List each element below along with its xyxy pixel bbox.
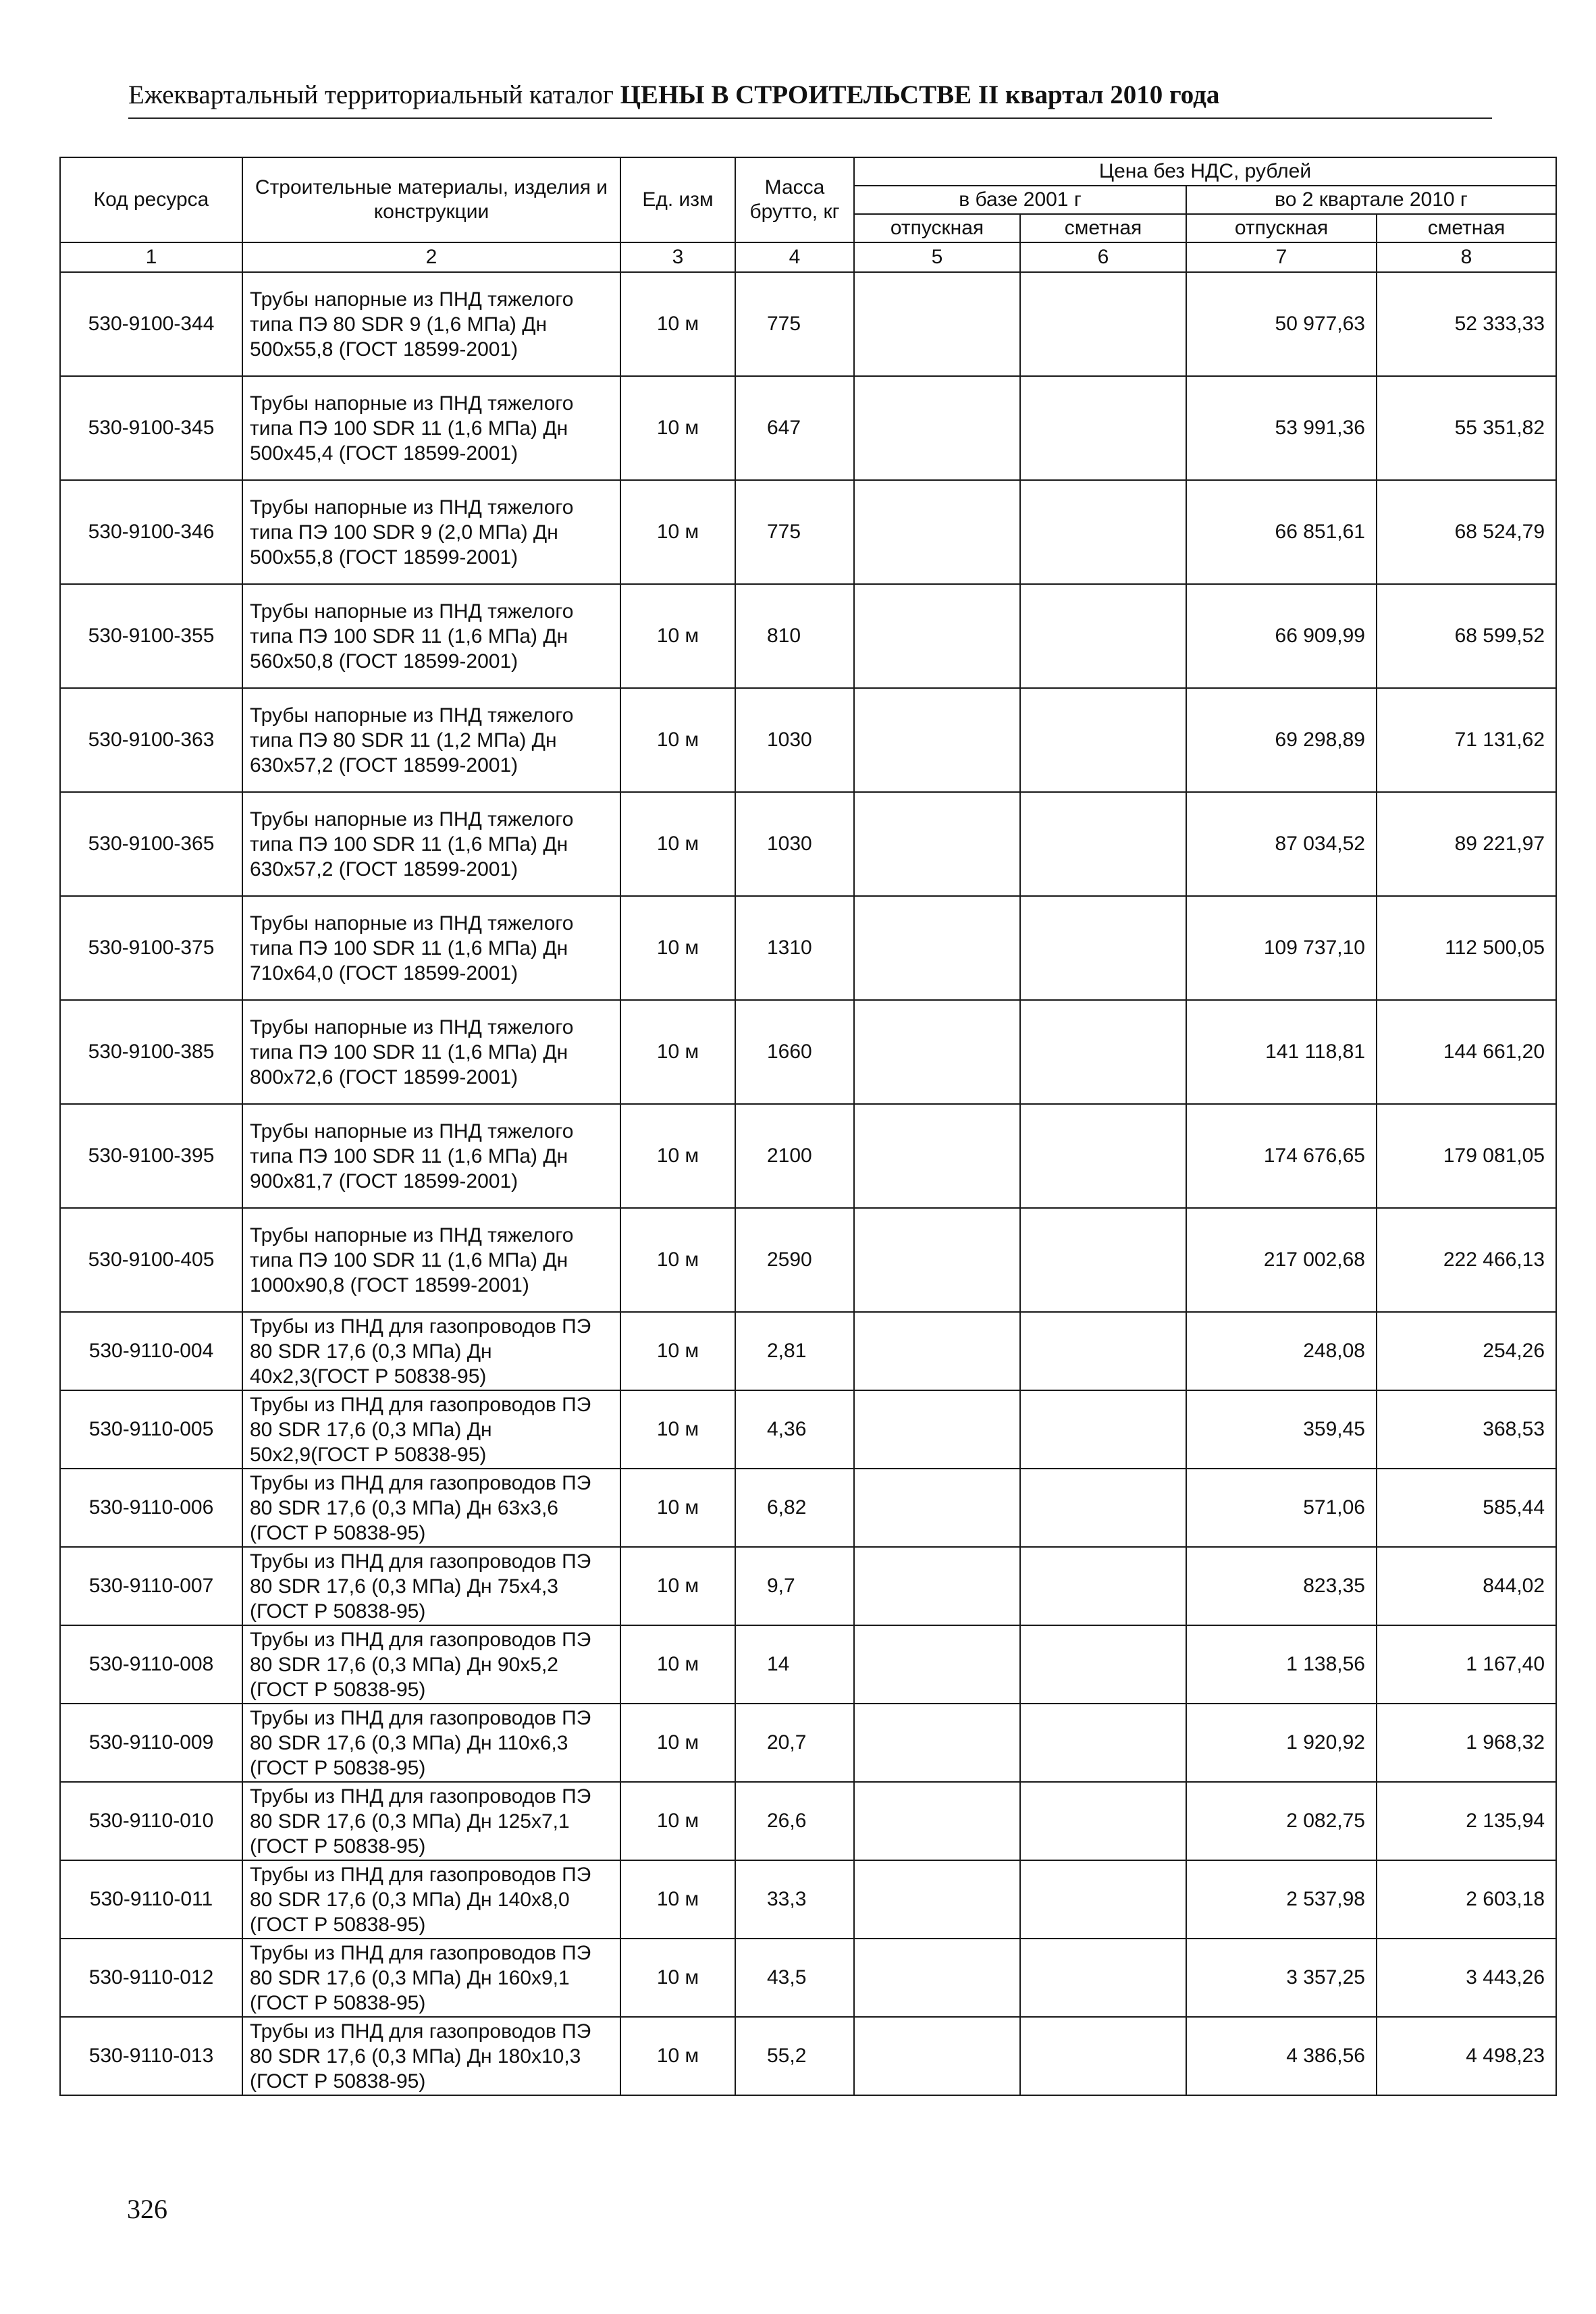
q2-estimate-price: 89 221,97 bbox=[1377, 792, 1556, 896]
material-name: Трубы напорные из ПНД тяжелого типа ПЭ 100 SDR 11 (1,6 МПа) Дн 630х57,2 (ГОСТ 18599-2001) bbox=[242, 792, 620, 896]
column-number: 2 bbox=[242, 242, 620, 272]
q2-estimate-price: 71 131,62 bbox=[1377, 688, 1556, 792]
base-estimate-price bbox=[1020, 896, 1186, 1000]
q2-estimate-price: 144 661,20 bbox=[1377, 1000, 1556, 1104]
q2-estimate-price: 55 351,82 bbox=[1377, 376, 1556, 480]
table-row bbox=[60, 1704, 1556, 1782]
material-name: Трубы напорные из ПНД тяжелого типа ПЭ 100 SDR 11 (1,6 МПа) Дн 1000х90,8 (ГОСТ 18599-2001) bbox=[242, 1208, 620, 1312]
material-name: Трубы из ПНД для газопроводов ПЭ 80 SDR 17,6 (0,3 МПа) Дн 63х3,6 (ГОСТ Р 50838-95) bbox=[242, 1469, 620, 1547]
material-name: Трубы из ПНД для газопроводов ПЭ 80 SDR 17,6 (0,3 МПа) Дн 160х9,1 (ГОСТ Р 50838-95) bbox=[242, 1939, 620, 2017]
base-estimate-price bbox=[1020, 1469, 1186, 1547]
material-name: Трубы напорные из ПНД тяжелого типа ПЭ 100 SDR 11 (1,6 МПа) Дн 900х81,7 (ГОСТ 18599-2001) bbox=[242, 1104, 620, 1208]
base-estimate-price bbox=[1020, 2017, 1186, 2095]
resource-code: 530-9110-004 bbox=[60, 1312, 242, 1390]
base-release-price bbox=[854, 2017, 1020, 2095]
table-row bbox=[60, 480, 1556, 584]
resource-code: 530-9110-007 bbox=[60, 1547, 242, 1625]
q2-estimate-price: 68 524,79 bbox=[1377, 480, 1556, 584]
material-name: Трубы напорные из ПНД тяжелого типа ПЭ 100 SDR 11 (1,6 МПа) Дн 800х72,6 (ГОСТ 18599-2001) bbox=[242, 1000, 620, 1104]
resource-code: 530-9110-006 bbox=[60, 1469, 242, 1547]
q2-release-price: 87 034,52 bbox=[1186, 792, 1377, 896]
resource-code: 530-9110-008 bbox=[60, 1625, 242, 1704]
q2-estimate-price: 222 466,13 bbox=[1377, 1208, 1556, 1312]
material-name: Трубы напорные из ПНД тяжелого типа ПЭ 100 SDR 11 (1,6 МПа) Дн 560х50,8 (ГОСТ 18599-2001) bbox=[242, 584, 620, 688]
header-code: Код ресурса bbox=[60, 157, 242, 242]
base-estimate-price bbox=[1020, 1390, 1186, 1469]
resource-code: 530-9100-385 bbox=[60, 1000, 242, 1104]
gross-mass: 775 bbox=[735, 272, 854, 376]
catalog-name: Ежеквартальный территориальный каталог bbox=[128, 80, 614, 109]
q2-estimate-price: 4 498,23 bbox=[1377, 2017, 1556, 2095]
table-row bbox=[60, 2017, 1556, 2095]
resource-code: 530-9100-365 bbox=[60, 792, 242, 896]
header-mass: Масса брутто, кг bbox=[735, 157, 854, 242]
material-name: Трубы напорные из ПНД тяжелого типа ПЭ 100 SDR 11 (1,6 МПа) Дн 710х64,0 (ГОСТ 18599-2001) bbox=[242, 896, 620, 1000]
material-name: Трубы из ПНД для газопроводов ПЭ 80 SDR 17,6 (0,3 МПа) Дн 75х4,3 (ГОСТ Р 50838-95) bbox=[242, 1547, 620, 1625]
base-estimate-price bbox=[1020, 1939, 1186, 2017]
resource-code: 530-9100-375 bbox=[60, 896, 242, 1000]
material-name: Трубы из ПНД для газопроводов ПЭ 80 SDR 17,6 (0,3 МПа) Дн 90х5,2 (ГОСТ Р 50838-95) bbox=[242, 1625, 620, 1704]
resource-code: 530-9100-395 bbox=[60, 1104, 242, 1208]
resource-code: 530-9100-363 bbox=[60, 688, 242, 792]
column-number: 7 bbox=[1186, 242, 1377, 272]
table-row bbox=[60, 1469, 1556, 1547]
q2-release-price: 248,08 bbox=[1186, 1312, 1377, 1390]
material-name: Трубы из ПНД для газопроводов ПЭ 80 SDR 17,6 (0,3 МПа) Дн 50х2,9(ГОСТ Р 50838-95) bbox=[242, 1390, 620, 1469]
header-base-estimate: сметная bbox=[1020, 214, 1186, 242]
q2-estimate-price: 3 443,26 bbox=[1377, 1939, 1556, 2017]
resource-code: 530-9100-405 bbox=[60, 1208, 242, 1312]
unit: 10 м bbox=[620, 584, 735, 688]
table-row bbox=[60, 584, 1556, 688]
unit: 10 м bbox=[620, 1860, 735, 1939]
table-row bbox=[60, 1625, 1556, 1704]
resource-code: 530-9110-011 bbox=[60, 1860, 242, 1939]
resource-code: 530-9110-010 bbox=[60, 1782, 242, 1860]
resource-code: 530-9110-013 bbox=[60, 2017, 242, 2095]
material-name: Трубы из ПНД для газопроводов ПЭ 80 SDR 17,6 (0,3 МПа) Дн 180х10,3 (ГОСТ Р 50838-95) bbox=[242, 2017, 620, 2095]
gross-mass: 20,7 bbox=[735, 1704, 854, 1782]
q2-release-price: 141 118,81 bbox=[1186, 1000, 1377, 1104]
unit: 10 м bbox=[620, 1704, 735, 1782]
table-row bbox=[60, 1000, 1556, 1104]
page-header bbox=[128, 80, 1492, 110]
q2-estimate-price: 585,44 bbox=[1377, 1469, 1556, 1547]
gross-mass: 2590 bbox=[735, 1208, 854, 1312]
unit: 10 м bbox=[620, 1390, 735, 1469]
unit: 10 м bbox=[620, 792, 735, 896]
table-row bbox=[60, 272, 1556, 376]
page-number: 326 bbox=[127, 2194, 167, 2224]
material-name: Трубы напорные из ПНД тяжелого типа ПЭ 100 SDR 11 (1,6 МПа) Дн 500х45,4 (ГОСТ 18599-2001) bbox=[242, 376, 620, 480]
gross-mass: 810 bbox=[735, 584, 854, 688]
q2-release-price: 109 737,10 bbox=[1186, 896, 1377, 1000]
material-name: Трубы из ПНД для газопроводов ПЭ 80 SDR 17,6 (0,3 МПа) Дн 140х8,0 (ГОСТ Р 50838-95) bbox=[242, 1860, 620, 1939]
resource-code: 530-9110-009 bbox=[60, 1704, 242, 1782]
unit: 10 м bbox=[620, 688, 735, 792]
unit: 10 м bbox=[620, 1625, 735, 1704]
q2-estimate-price: 112 500,05 bbox=[1377, 896, 1556, 1000]
q2-release-price: 2 537,98 bbox=[1186, 1860, 1377, 1939]
unit: 10 м bbox=[620, 480, 735, 584]
gross-mass: 43,5 bbox=[735, 1939, 854, 2017]
table-row bbox=[60, 1208, 1556, 1312]
gas-pipe-rows bbox=[60, 1312, 1556, 2095]
gross-mass: 2100 bbox=[735, 1104, 854, 1208]
q2-estimate-price: 1 968,32 bbox=[1377, 1704, 1556, 1782]
header-price-group: Цена без НДС, рублей bbox=[854, 157, 1556, 186]
q2-release-price: 571,06 bbox=[1186, 1469, 1377, 1547]
q2-estimate-price: 1 167,40 bbox=[1377, 1625, 1556, 1704]
base-estimate-price bbox=[1020, 1312, 1186, 1390]
base-estimate-price bbox=[1020, 1782, 1186, 1860]
catalog-title: ЦЕНЫ В СТРОИТЕЛЬСТВЕ bbox=[620, 80, 972, 109]
gross-mass: 1660 bbox=[735, 1000, 854, 1104]
base-release-price bbox=[854, 1782, 1020, 1860]
header-q2-2010: во 2 квартале 2010 г bbox=[1186, 186, 1556, 214]
resource-code: 530-9100-345 bbox=[60, 376, 242, 480]
column-number: 3 bbox=[620, 242, 735, 272]
q2-estimate-price: 368,53 bbox=[1377, 1390, 1556, 1469]
base-release-price bbox=[854, 584, 1020, 688]
gross-mass: 14 bbox=[735, 1625, 854, 1704]
unit: 10 м bbox=[620, 1104, 735, 1208]
q2-release-price: 50 977,63 bbox=[1186, 272, 1377, 376]
gross-mass: 775 bbox=[735, 480, 854, 584]
q2-estimate-price: 179 081,05 bbox=[1377, 1104, 1556, 1208]
column-number: 8 bbox=[1377, 242, 1556, 272]
base-estimate-price bbox=[1020, 792, 1186, 896]
unit: 10 м bbox=[620, 376, 735, 480]
base-release-price bbox=[854, 480, 1020, 584]
unit: 10 м bbox=[620, 896, 735, 1000]
table-row bbox=[60, 896, 1556, 1000]
gross-mass: 55,2 bbox=[735, 2017, 854, 2095]
base-estimate-price bbox=[1020, 480, 1186, 584]
base-release-price bbox=[854, 896, 1020, 1000]
gross-mass: 26,6 bbox=[735, 1782, 854, 1860]
base-estimate-price bbox=[1020, 1547, 1186, 1625]
unit: 10 м bbox=[620, 2017, 735, 2095]
resource-code: 530-9100-346 bbox=[60, 480, 242, 584]
unit: 10 м bbox=[620, 1312, 735, 1390]
unit: 10 м bbox=[620, 272, 735, 376]
base-release-price bbox=[854, 1704, 1020, 1782]
header-q2-estimate: сметная bbox=[1377, 214, 1556, 242]
resource-code: 530-9100-344 bbox=[60, 272, 242, 376]
base-estimate-price bbox=[1020, 1104, 1186, 1208]
base-release-price bbox=[854, 1000, 1020, 1104]
header-material: Строительные материалы, изделия и конструкции bbox=[242, 157, 620, 242]
table-row bbox=[60, 1782, 1556, 1860]
column-number: 4 bbox=[735, 242, 854, 272]
material-name: Трубы напорные из ПНД тяжелого типа ПЭ 80 SDR 9 (1,6 МПа) Дн 500х55,8 (ГОСТ 18599-2001) bbox=[242, 272, 620, 376]
q2-release-price: 1 920,92 bbox=[1186, 1704, 1377, 1782]
base-estimate-price bbox=[1020, 1860, 1186, 1939]
gross-mass: 33,3 bbox=[735, 1860, 854, 1939]
material-name: Трубы напорные из ПНД тяжелого типа ПЭ 100 SDR 9 (2,0 МПа) Дн 500х55,8 (ГОСТ 18599-2001) bbox=[242, 480, 620, 584]
q2-release-price: 1 138,56 bbox=[1186, 1625, 1377, 1704]
base-release-price bbox=[854, 1939, 1020, 2017]
table-row bbox=[60, 1104, 1556, 1208]
header-q2-release: отпускная bbox=[1186, 214, 1377, 242]
q2-release-price: 217 002,68 bbox=[1186, 1208, 1377, 1312]
base-estimate-price bbox=[1020, 688, 1186, 792]
base-release-price bbox=[854, 688, 1020, 792]
column-number: 1 bbox=[60, 242, 242, 272]
catalog-period: II квартал 2010 года bbox=[978, 80, 1220, 109]
material-name: Трубы из ПНД для газопроводов ПЭ 80 SDR 17,6 (0,3 МПа) Дн 40х2,3(ГОСТ Р 50838-95) bbox=[242, 1312, 620, 1390]
unit: 10 м bbox=[620, 1939, 735, 2017]
base-release-price bbox=[854, 1469, 1020, 1547]
q2-release-price: 66 851,61 bbox=[1186, 480, 1377, 584]
resource-code: 530-9110-012 bbox=[60, 1939, 242, 2017]
pressure-pipe-rows bbox=[60, 272, 1556, 1312]
gross-mass: 1030 bbox=[735, 792, 854, 896]
material-name: Трубы из ПНД для газопроводов ПЭ 80 SDR 17,6 (0,3 МПа) Дн 110х6,3 (ГОСТ Р 50838-95) bbox=[242, 1704, 620, 1782]
column-number: 5 bbox=[854, 242, 1020, 272]
table-row bbox=[60, 376, 1556, 480]
base-release-price bbox=[854, 1104, 1020, 1208]
header-divider bbox=[128, 117, 1492, 119]
base-release-price bbox=[854, 272, 1020, 376]
base-release-price bbox=[854, 1625, 1020, 1704]
column-number: 6 bbox=[1020, 242, 1186, 272]
resource-code: 530-9110-005 bbox=[60, 1390, 242, 1469]
unit: 10 м bbox=[620, 1782, 735, 1860]
base-release-price bbox=[854, 1547, 1020, 1625]
q2-estimate-price: 2 603,18 bbox=[1377, 1860, 1556, 1939]
q2-estimate-price: 52 333,33 bbox=[1377, 272, 1556, 376]
base-release-price bbox=[854, 1208, 1020, 1312]
q2-estimate-price: 254,26 bbox=[1377, 1312, 1556, 1390]
base-release-price bbox=[854, 1390, 1020, 1469]
q2-estimate-price: 68 599,52 bbox=[1377, 584, 1556, 688]
unit: 10 м bbox=[620, 1469, 735, 1547]
base-release-price bbox=[854, 1312, 1020, 1390]
base-estimate-price bbox=[1020, 272, 1186, 376]
unit: 10 м bbox=[620, 1000, 735, 1104]
gross-mass: 6,82 bbox=[735, 1469, 854, 1547]
q2-estimate-price: 2 135,94 bbox=[1377, 1782, 1556, 1860]
table-row bbox=[60, 1390, 1556, 1469]
table-row bbox=[60, 1547, 1556, 1625]
header-unit: Ед. изм bbox=[620, 157, 735, 242]
q2-release-price: 53 991,36 bbox=[1186, 376, 1377, 480]
table-row bbox=[60, 1939, 1556, 2017]
table-row bbox=[60, 1860, 1556, 1939]
gross-mass: 2,81 bbox=[735, 1312, 854, 1390]
table-row bbox=[60, 792, 1556, 896]
q2-release-price: 823,35 bbox=[1186, 1547, 1377, 1625]
gross-mass: 4,36 bbox=[735, 1390, 854, 1469]
base-estimate-price bbox=[1020, 1704, 1186, 1782]
material-name: Трубы из ПНД для газопроводов ПЭ 80 SDR 17,6 (0,3 МПа) Дн 125х7,1 (ГОСТ Р 50838-95) bbox=[242, 1782, 620, 1860]
material-name: Трубы напорные из ПНД тяжелого типа ПЭ 80 SDR 11 (1,2 МПа) Дн 630х57,2 (ГОСТ 18599-2001) bbox=[242, 688, 620, 792]
q2-release-price: 3 357,25 bbox=[1186, 1939, 1377, 2017]
q2-release-price: 359,45 bbox=[1186, 1390, 1377, 1469]
q2-release-price: 2 082,75 bbox=[1186, 1782, 1377, 1860]
header-base-2001: в базе 2001 г bbox=[854, 186, 1186, 214]
base-estimate-price bbox=[1020, 376, 1186, 480]
q2-estimate-price: 844,02 bbox=[1377, 1547, 1556, 1625]
unit: 10 м bbox=[620, 1547, 735, 1625]
q2-release-price: 66 909,99 bbox=[1186, 584, 1377, 688]
base-estimate-price bbox=[1020, 1000, 1186, 1104]
base-estimate-price bbox=[1020, 584, 1186, 688]
q2-release-price: 69 298,89 bbox=[1186, 688, 1377, 792]
gross-mass: 1030 bbox=[735, 688, 854, 792]
base-estimate-price bbox=[1020, 1208, 1186, 1312]
price-table bbox=[59, 157, 1557, 2096]
column-number-row bbox=[60, 242, 1556, 272]
gross-mass: 1310 bbox=[735, 896, 854, 1000]
q2-release-price: 4 386,56 bbox=[1186, 2017, 1377, 2095]
base-release-price bbox=[854, 1860, 1020, 1939]
gross-mass: 647 bbox=[735, 376, 854, 480]
base-release-price bbox=[854, 376, 1020, 480]
header-base-release: отпускная bbox=[854, 214, 1020, 242]
base-release-price bbox=[854, 792, 1020, 896]
table-row bbox=[60, 688, 1556, 792]
q2-release-price: 174 676,65 bbox=[1186, 1104, 1377, 1208]
table-row bbox=[60, 1312, 1556, 1390]
base-estimate-price bbox=[1020, 1625, 1186, 1704]
resource-code: 530-9100-355 bbox=[60, 584, 242, 688]
unit: 10 м bbox=[620, 1208, 735, 1312]
gross-mass: 9,7 bbox=[735, 1547, 854, 1625]
